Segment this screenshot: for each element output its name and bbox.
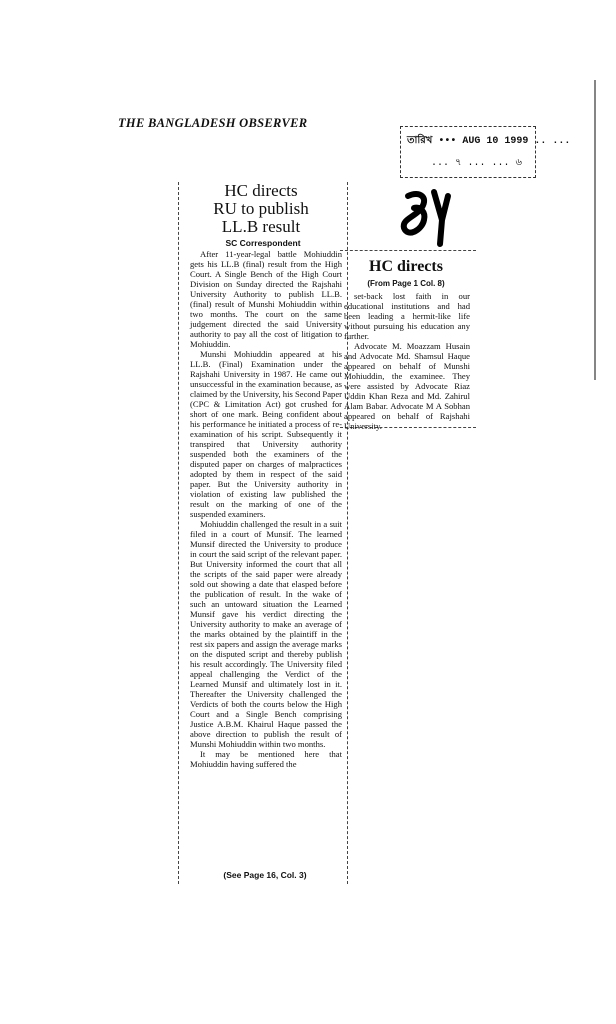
article-body: [190, 249, 342, 869]
continuation-body: [344, 291, 470, 431]
article-headline: [196, 182, 326, 236]
headline-line: RU to publish: [213, 199, 309, 218]
newspaper-masthead: THE BANGLADESH OBSERVER: [118, 116, 308, 130]
stamp-number-line: ... ৭ ... ... ৬: [431, 158, 523, 169]
handwritten-number-mark: [390, 186, 460, 250]
paragraph: set-back lost faith in our educational institutions and had been leading a hermit-like life without pursuing his education any further.: [344, 291, 470, 341]
stamp-date-line: তারিখ ••• AUG 10 1999 .. ...: [407, 136, 571, 147]
date-stamp: [400, 126, 571, 178]
paragraph: It may be mentioned here that Mohiuddin having suffered the: [190, 749, 342, 769]
continued-note: (See Page 16, Col. 3): [223, 870, 307, 880]
byline: SC Correspondent: [225, 238, 301, 248]
paragraph: Munshi Mohiuddin appeared at his LL.B. (Final) Examination under the Rajshahi University in 1987. He came out unsuccessful in the examination because, as claimed by the University, his Second Paper (CPC & Limitation Act) got crushed for short of one mark. Being confident about his performance he initiated a process of re-examination of his script. Subsequently it transpired that University authority suspended both the examiners of the disputed paper on charges of malpractices adopted by them in respect of the said paper. But the University authority in violation of existing law published the result on the marking of one of the suspended examiners.: [190, 349, 342, 519]
paragraph: After 11-year-legal battle Mohiuddin gets his LL.B (final) result from the High Court. A Single Bench of the High Court Division on Sunday directed the Rajshahi University Authority to publish LL.B. (final) result of Munshi Mohiuddin within two months. The court on the same judgement directed the said University authority to pay all the cost of litigation to Mohiuddin.: [190, 249, 342, 349]
handwritten-number: [390, 186, 460, 250]
paragraph: Mohiuddin challenged the result in a suit filed in a court of Munsif. The learned Munsif directed the University to produce in court the said script of the relevant paper. But University informed the court that all the scripts of the said paper were already sold out showing a date that elasped before the publication of result. In the wake of such an untoward situation the Learned Munsif gave his verdict directing the University authority to make an average of the marks obtained by the plaintiff in the rest six papers and assign the average marks on the disputed script and thereby publish his result accordingly. The University filed appeal challenging the Verdict of the Learned Munsif and ultimately lost in it. Thereafter the University challenged the Verdicts of both the courts below the High Court and a Single Bench comprising Justice A.B.M. Khairul Haque passed the above direction to publish the result of Munshi Mohiuddin within two months.: [190, 519, 343, 749]
headline-line: LL.B result: [221, 217, 301, 236]
scan-edge-mark: [594, 80, 610, 380]
paragraph: Advocate M. Moazzam Husain and Advocate Md. Shamsul Haque appeared on behalf of Munshi Mohiuddin, the examinee. They were assisted by Advocate Riaz Uddin Khan Reza and Md. Zahirul Alam Babar. Advocate M A Sobhan appeared on behalf of Rajshahi University.: [344, 341, 470, 431]
continuation-headline: HC directs: [369, 258, 443, 275]
headline-line: HC directs: [224, 181, 298, 200]
from-page-note: (From Page 1 Col. 8): [367, 279, 445, 288]
